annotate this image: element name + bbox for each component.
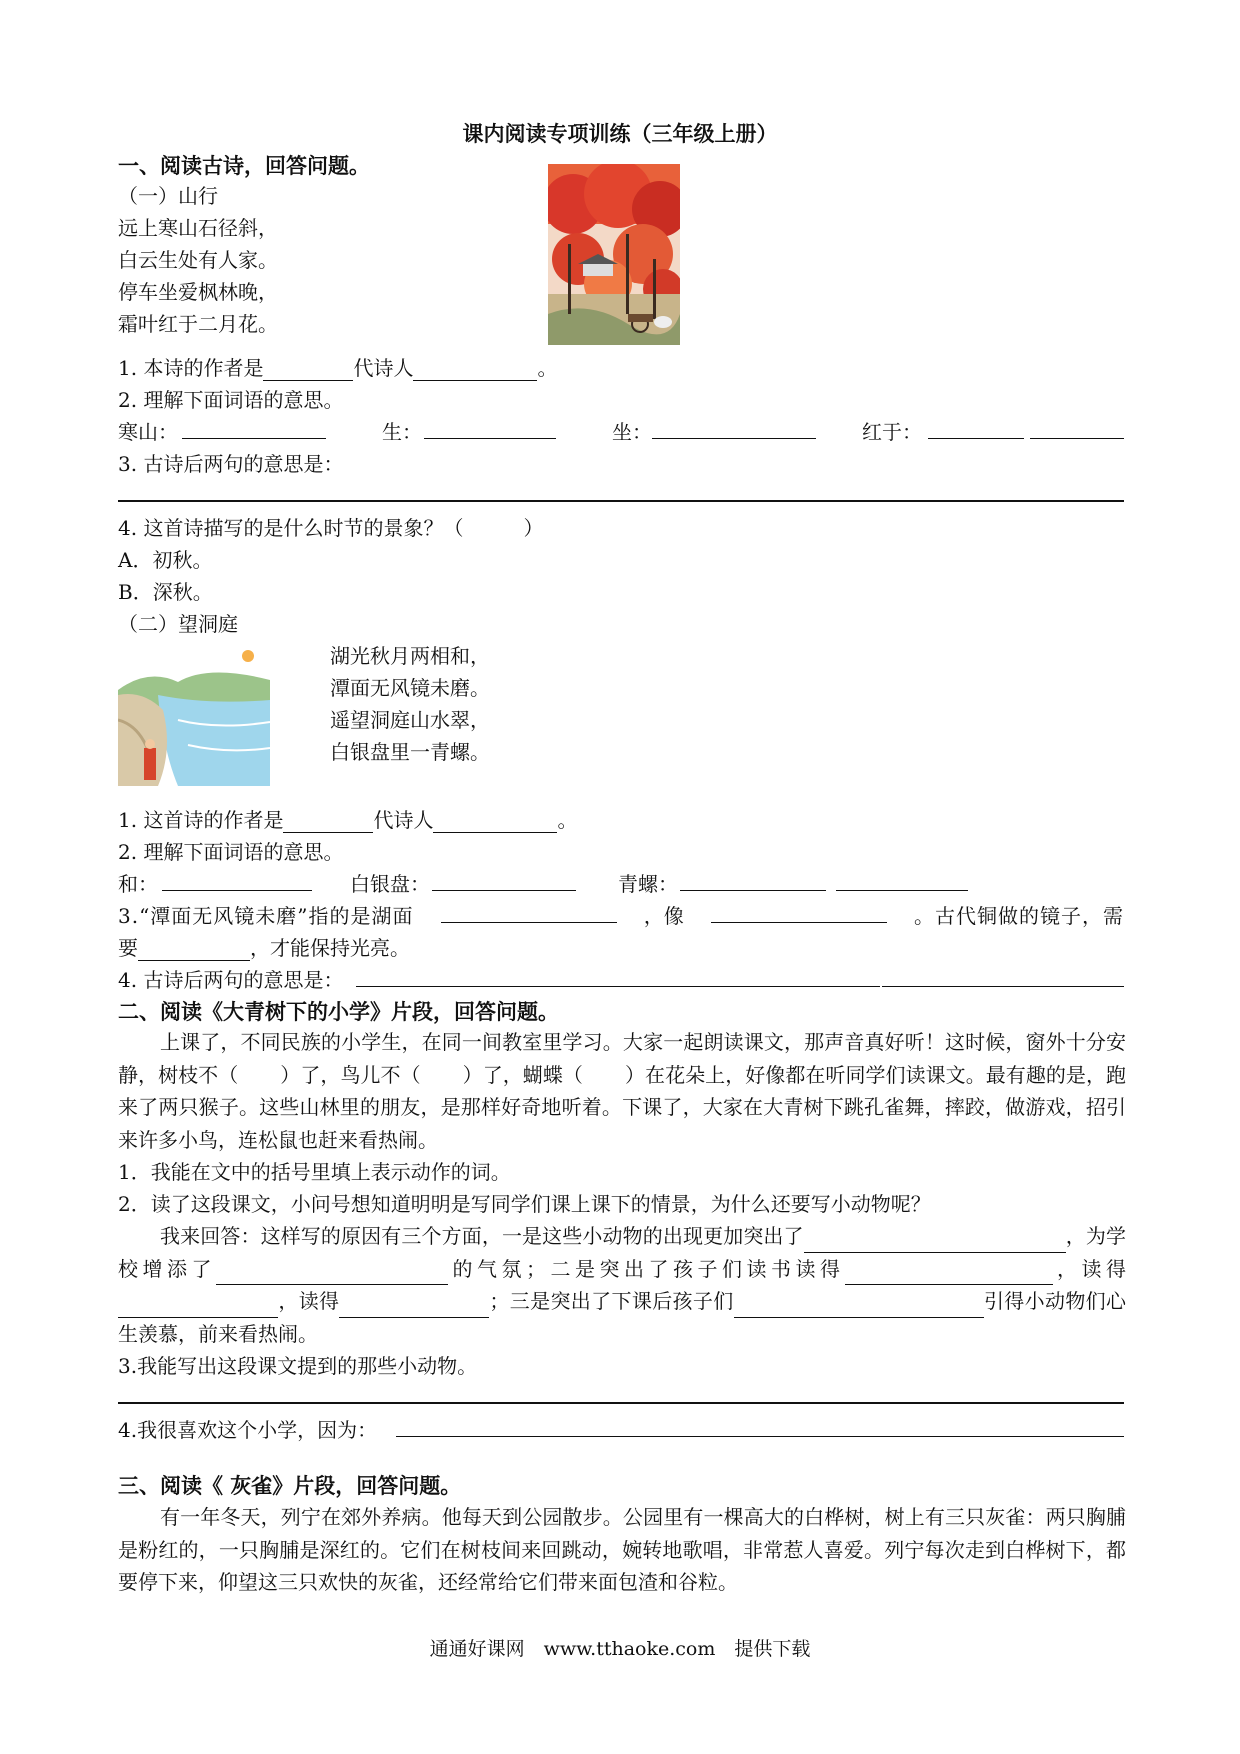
- question-2-2: 2. 理解下面词语的意思。: [118, 840, 344, 864]
- q-text: 代诗人: [353, 356, 414, 380]
- passage-2: [118, 1026, 1126, 1156]
- passage-text: ）了，鸟儿不（: [280, 1062, 421, 1087]
- q-text: ；三是突出了下课后孩子们: [489, 1289, 734, 1313]
- answer-blank[interactable]: [432, 890, 576, 891]
- q-text: 。: [537, 356, 558, 380]
- word-label-he: 和：: [118, 872, 158, 896]
- answer-blank[interactable]: [652, 438, 816, 439]
- question-sec2-2: 2．读了这段课文，小问号想知道明明是写同学们课上课下的情景，为什么还要写小动物呢？: [118, 1192, 931, 1216]
- answer-blank[interactable]: [396, 1436, 1124, 1437]
- answer-blank[interactable]: [882, 986, 1124, 987]
- answer-blank[interactable]: [845, 1262, 1053, 1285]
- question-sec2-1: 1．我能在文中的括号里填上表示动作的词。: [118, 1160, 511, 1184]
- option-a: A．初秋。: [118, 548, 213, 572]
- question-2-3: [118, 900, 1124, 929]
- word-label-zuo: 坐：: [612, 420, 652, 444]
- q-text: ，读得: [278, 1289, 340, 1313]
- answer-paragraph: [118, 1220, 1126, 1350]
- q-text: 代诗人: [373, 808, 434, 832]
- answer-blank[interactable]: [138, 938, 250, 961]
- answer-blank[interactable]: [339, 1295, 489, 1318]
- answer-blank[interactable]: [804, 1230, 1066, 1253]
- answer-blank-dynasty[interactable]: [263, 358, 353, 381]
- answer-blank[interactable]: [711, 900, 887, 923]
- question-sec2-3: 3.我能写出这段课文提到的那些小动物。: [118, 1354, 478, 1378]
- answer-blank[interactable]: [680, 890, 826, 891]
- answer-blank[interactable]: [928, 438, 1024, 439]
- answer-line[interactable]: [118, 500, 1124, 502]
- question-1-4: 4. 这首诗描写的是什么时节的景象？（ ）: [118, 516, 544, 540]
- answer-blank[interactable]: [1030, 438, 1124, 439]
- question-1-1: [118, 352, 557, 381]
- answer-blank[interactable]: [356, 986, 880, 987]
- q-text: 我来回答：这样写的原因有三个方面，一是这些小动物的出现更加突出了: [160, 1224, 804, 1248]
- question-sec2-4: 4.我很喜欢这个小学，因为：: [118, 1418, 378, 1442]
- passage-3: [118, 1501, 1126, 1599]
- q-text: 1. 本诗的作者是: [118, 356, 264, 380]
- lake-illustration: [118, 650, 270, 786]
- q-text: 的气氛；二是突出了孩子们读书读得: [448, 1256, 845, 1281]
- answer-blank[interactable]: [734, 1295, 984, 1318]
- section-1-heading: 一、阅读古诗，回答问题。: [118, 153, 370, 178]
- page-title: 课内阅读专项训练（三年级上册）: [462, 121, 778, 146]
- q-text: ，读得: [1052, 1256, 1126, 1281]
- answer-blank[interactable]: [424, 438, 556, 439]
- q-text: ，为学校增添了: [118, 1224, 1126, 1281]
- q-text: 1. 这首诗的作者是: [118, 808, 284, 832]
- word-label-hongyu: 红于：: [862, 420, 922, 444]
- passage-text: ）在花朵上，好像都在听同学们读课文。最有趣的是，跑来了两只猴子。这些山林里的朋友，是那样好奇地听着。下课了，大家在大青树下跳孔雀舞，摔跤，做游戏，招引来许多小鸟，连松鼠也赶来看热闹。: [118, 1062, 1127, 1152]
- passage-text: 上课了，不同民族的小学生，在同一间教室里学习。大家一起朗读课文，那声音真好听！这时候，窗外十分安静，树枝不（: [118, 1030, 1126, 1087]
- section-2-heading: 二、阅读《大青树下的小学》片段，回答问题。: [118, 999, 559, 1024]
- answer-line[interactable]: [118, 1402, 1124, 1404]
- question-1-3: 3. 古诗后两句的意思是：: [118, 452, 344, 476]
- poem-2-line: 白银盘里一青螺。: [330, 740, 490, 764]
- word-label-hanshan: 寒山：: [118, 420, 178, 444]
- word-label-qingluo: 青螺：: [618, 872, 678, 896]
- word-label-baiyinpan: 白银盘：: [350, 872, 430, 896]
- maple-forest-illustration: [548, 164, 680, 345]
- question-2-4: 4. 古诗后两句的意思是：: [118, 968, 344, 992]
- word-label-sheng: 生：: [382, 420, 422, 444]
- section-3-heading: 三、阅读《 灰雀》片段，回答问题。: [118, 1473, 462, 1498]
- question-2-1: [118, 804, 577, 833]
- poem-1-line: 远上寒山石径斜，: [118, 216, 278, 240]
- q-text: ，才能保持光亮。: [250, 936, 410, 960]
- footer-credit: 通通好课网 www.tthaoke.com 提供下载: [429, 1638, 811, 1660]
- poem-2-line: 湖光秋月两相和，: [330, 644, 490, 668]
- poem-2-line: 潭面无风镜未磨。: [330, 676, 490, 700]
- poem-2-line: 遥望洞庭山水翠，: [330, 708, 490, 732]
- question-2-3-cont: [118, 932, 410, 961]
- q-text: 。古代铜做的镜子，需: [913, 904, 1124, 928]
- passage-text: 有一年冬天，列宁在郊外养病。他每天到公园散步。公园里有一棵高大的白桦树，树上有三只灰雀：两只胸脯是粉红的，一只胸脯是深红的。它们在树枝间来回跳动，婉转地歌唱，非常惹人喜爱。列宁每次走到白桦树下，都要停下来，仰望这三只欢快的灰雀，还经常给它们带来面包渣和谷粒。: [118, 1505, 1126, 1594]
- poem-1-line: 停车坐爱枫林晚，: [118, 280, 278, 304]
- q-text: 。: [557, 808, 578, 832]
- q-text: ，像: [643, 904, 684, 928]
- option-b: B．深秋。: [118, 580, 213, 604]
- poem-2-label: （二）望洞庭: [118, 612, 238, 636]
- question-1-2: 2. 理解下面词语的意思。: [118, 388, 344, 412]
- answer-blank-dynasty[interactable]: [283, 810, 373, 833]
- q-text: 3.“潭面无风镜未磨”指的是湖面: [118, 904, 414, 928]
- answer-blank[interactable]: [162, 890, 312, 891]
- q-text: 引得小动物们心生羡慕，前来看热闹。: [118, 1289, 1127, 1346]
- answer-blank-poet[interactable]: [413, 358, 537, 381]
- answer-blank[interactable]: [182, 438, 326, 439]
- passage-text: ）了，蝴蝶（: [462, 1062, 583, 1087]
- poem-1-label: （一）山行: [118, 184, 218, 208]
- answer-blank[interactable]: [836, 890, 968, 891]
- poem-1-line: 白云生处有人家。: [118, 248, 278, 272]
- q-text: 要: [118, 936, 138, 960]
- answer-blank[interactable]: [216, 1262, 448, 1285]
- answer-blank[interactable]: [118, 1295, 278, 1318]
- answer-blank-poet[interactable]: [433, 810, 557, 833]
- poem-1-line: 霜叶红于二月花。: [118, 312, 278, 336]
- answer-blank[interactable]: [441, 900, 617, 923]
